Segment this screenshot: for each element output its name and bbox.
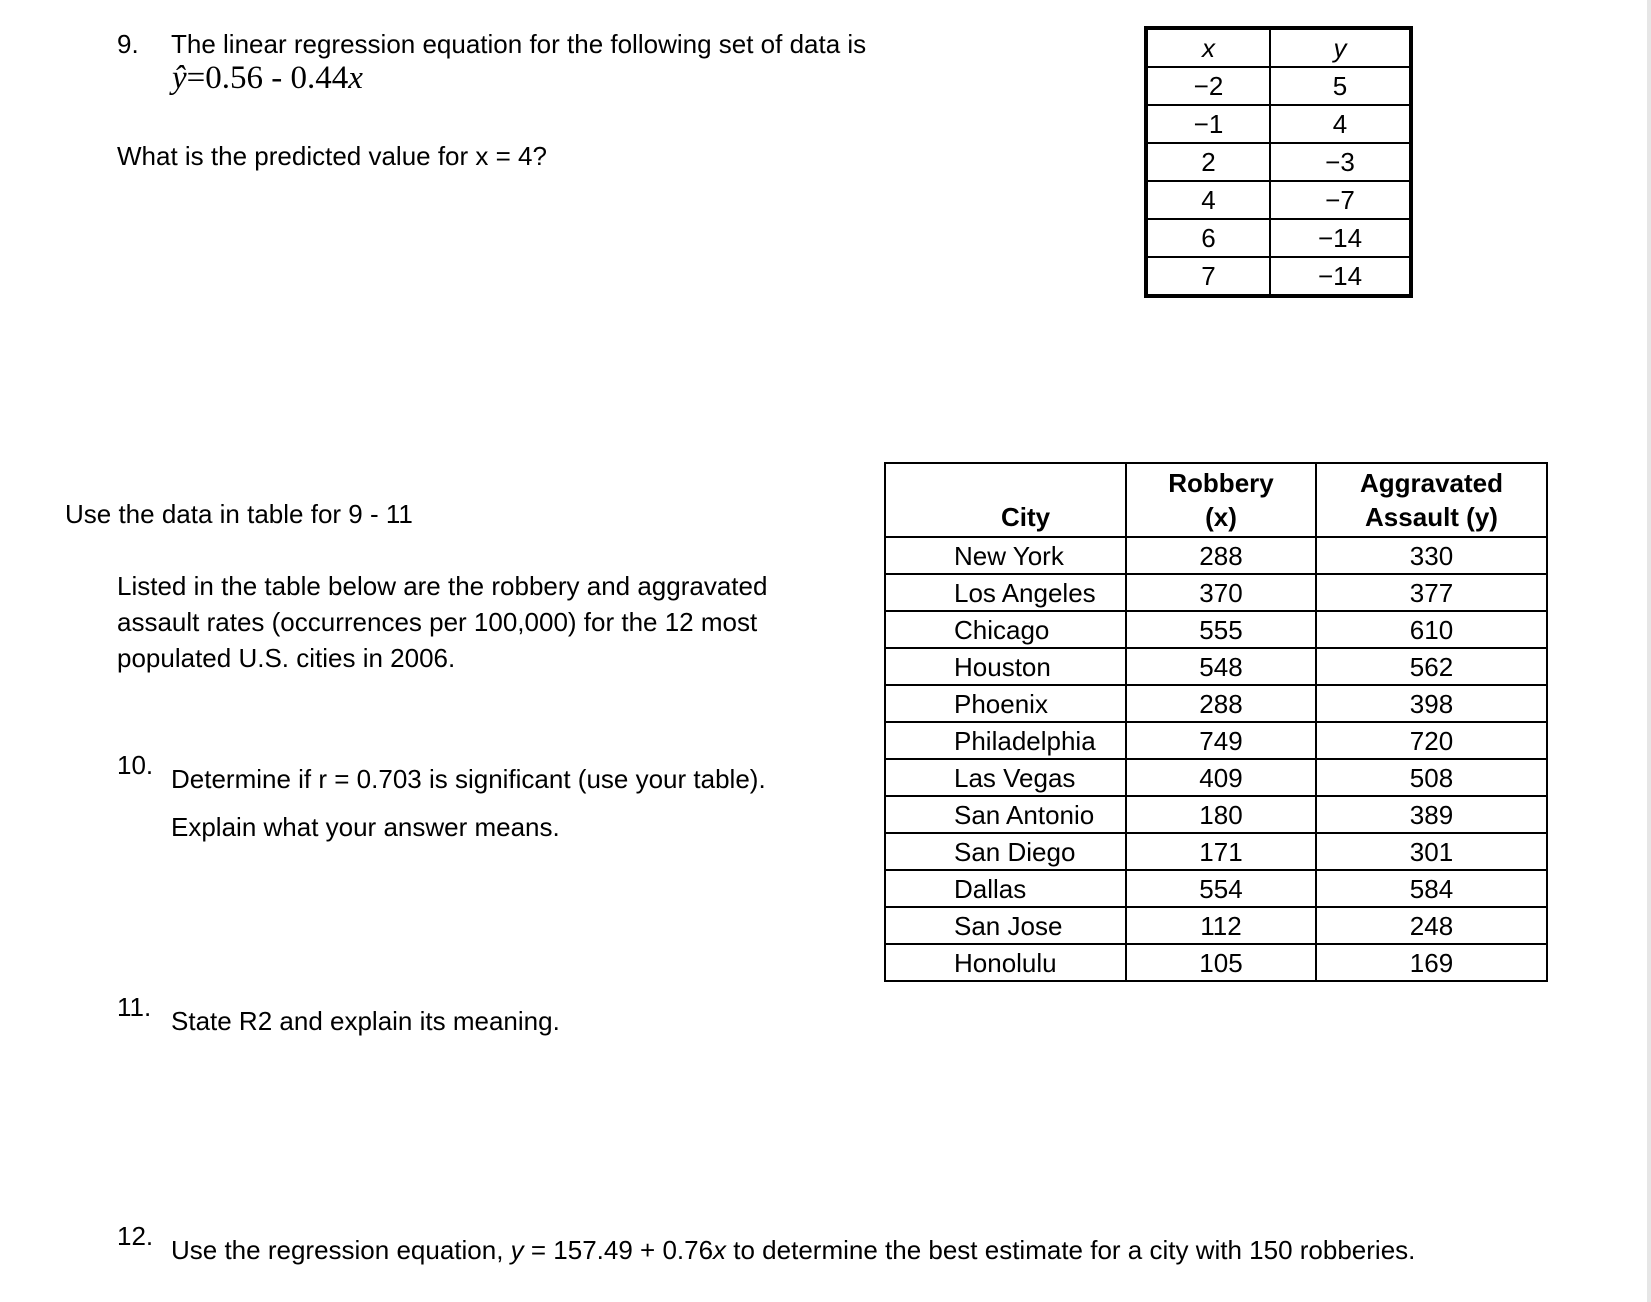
header-robbery-line2: (x) <box>1205 502 1237 532</box>
cell-city: Dallas <box>885 870 1126 907</box>
header-robbery <box>1126 463 1316 537</box>
cell-x: 6 <box>1146 219 1270 257</box>
cell-robbery: 548 <box>1126 648 1316 685</box>
cell-x: 2 <box>1146 143 1270 181</box>
cell-x: −2 <box>1146 67 1270 105</box>
q12-text-mid: = 157.49 + 0.76 <box>523 1235 714 1265</box>
q12-text-before: Use the regression equation, <box>171 1235 511 1265</box>
cell-y: 5 <box>1270 67 1411 105</box>
cell-x: 4 <box>1146 181 1270 219</box>
y-hat-symbol: ŷ <box>172 60 187 96</box>
cell-robbery: 555 <box>1126 611 1316 648</box>
table-row <box>885 685 1547 722</box>
cell-robbery: 749 <box>1126 722 1316 759</box>
q11-text: State R2 and explain its meaning. <box>171 1006 560 1036</box>
equation-body: =0.56 - 0.44 <box>186 60 349 96</box>
header-robbery-line1: Robbery <box>1168 468 1274 498</box>
cell-city: Chicago <box>885 611 1126 648</box>
cell-city: San Diego <box>885 833 1126 870</box>
cell-y: 4 <box>1270 105 1411 143</box>
cell-city: Las Vegas <box>885 759 1126 796</box>
q12-var-y: y <box>510 1235 524 1265</box>
table-row <box>885 648 1547 685</box>
q10-number: 10. <box>117 750 154 780</box>
table-row <box>885 907 1547 944</box>
q9-text: The linear regression equation for the following set of data is <box>171 29 867 59</box>
table-row <box>1146 67 1411 105</box>
q9-question: What is the predicted value for x = 4? <box>117 141 547 171</box>
cell-city: Los Angeles <box>885 574 1126 611</box>
cell-y: −3 <box>1270 143 1411 181</box>
cell-assault: 720 <box>1316 722 1547 759</box>
table-row <box>1146 181 1411 219</box>
cell-robbery: 370 <box>1126 574 1316 611</box>
cell-y: −7 <box>1270 181 1411 219</box>
cell-robbery: 554 <box>1126 870 1316 907</box>
cell-city: Honolulu <box>885 944 1126 981</box>
q9-number: 9. <box>117 29 139 59</box>
header-x: x <box>1146 28 1270 67</box>
table-row <box>885 796 1547 833</box>
cell-city: Houston <box>885 648 1126 685</box>
q12-text <box>171 1235 1415 1265</box>
cell-robbery: 105 <box>1126 944 1316 981</box>
q12-number: 12. <box>117 1221 154 1251</box>
table-row <box>885 833 1547 870</box>
cell-x: 7 <box>1146 257 1270 296</box>
cell-assault: 584 <box>1316 870 1547 907</box>
cell-city: Philadelphia <box>885 722 1126 759</box>
cell-y: −14 <box>1270 219 1411 257</box>
table-row <box>885 537 1547 574</box>
cell-assault: 508 <box>1316 759 1547 796</box>
city-crime-table <box>884 462 1548 982</box>
q10-text: Determine if r = 0.703 is significant (use your table). <box>171 764 766 794</box>
cell-city: San Jose <box>885 907 1126 944</box>
equation-variable: x <box>348 60 363 96</box>
use-data-note: Use the data in table for 9 - 11 <box>65 499 413 529</box>
cell-robbery: 409 <box>1126 759 1316 796</box>
cell-assault: 248 <box>1316 907 1547 944</box>
cell-x: −1 <box>1146 105 1270 143</box>
header-y: y <box>1270 28 1411 67</box>
header-assault-line1: Aggravated <box>1359 468 1504 498</box>
cell-assault: 330 <box>1316 537 1547 574</box>
table-row <box>885 944 1547 981</box>
xy-data-table <box>1144 26 1413 298</box>
cell-assault: 301 <box>1316 833 1547 870</box>
cell-assault: 562 <box>1316 648 1547 685</box>
cell-city: Phoenix <box>885 685 1126 722</box>
cell-robbery: 112 <box>1126 907 1316 944</box>
table-row <box>885 611 1547 648</box>
table-row <box>1146 105 1411 143</box>
cell-assault: 610 <box>1316 611 1547 648</box>
cell-robbery: 171 <box>1126 833 1316 870</box>
table-row <box>885 759 1547 796</box>
cell-robbery: 288 <box>1126 685 1316 722</box>
table-row <box>885 574 1547 611</box>
q12-text-after: to determine the best estimate for a city with 150 robberies. <box>726 1235 1416 1265</box>
cell-robbery: 288 <box>1126 537 1316 574</box>
cell-assault: 398 <box>1316 685 1547 722</box>
q9-equation <box>172 60 363 96</box>
q10-explain: Explain what your answer means. <box>171 812 560 842</box>
table-row <box>1146 219 1411 257</box>
table-header-row <box>885 463 1547 537</box>
header-assault <box>1316 463 1547 537</box>
q12-var-x: x <box>713 1235 727 1265</box>
header-city: City <box>885 463 1126 537</box>
header-assault-line2: Assault (y) <box>1365 502 1498 532</box>
cell-assault: 389 <box>1316 796 1547 833</box>
cell-city: New York <box>885 537 1126 574</box>
q11-number: 11. <box>117 992 152 1022</box>
table-header-row <box>1146 28 1411 67</box>
intro-paragraph: Listed in the table below are the robbery and aggravated assault rates (occurrences per 100,000) for the 12 most populated U.S. cities in 2006. <box>117 571 768 673</box>
page-edge <box>1647 0 1651 1302</box>
cell-y: −14 <box>1270 257 1411 296</box>
table-row <box>1146 257 1411 296</box>
table-row <box>885 722 1547 759</box>
cell-assault: 169 <box>1316 944 1547 981</box>
cell-assault: 377 <box>1316 574 1547 611</box>
cell-city: San Antonio <box>885 796 1126 833</box>
table-row <box>885 870 1547 907</box>
table-row <box>1146 143 1411 181</box>
cell-robbery: 180 <box>1126 796 1316 833</box>
